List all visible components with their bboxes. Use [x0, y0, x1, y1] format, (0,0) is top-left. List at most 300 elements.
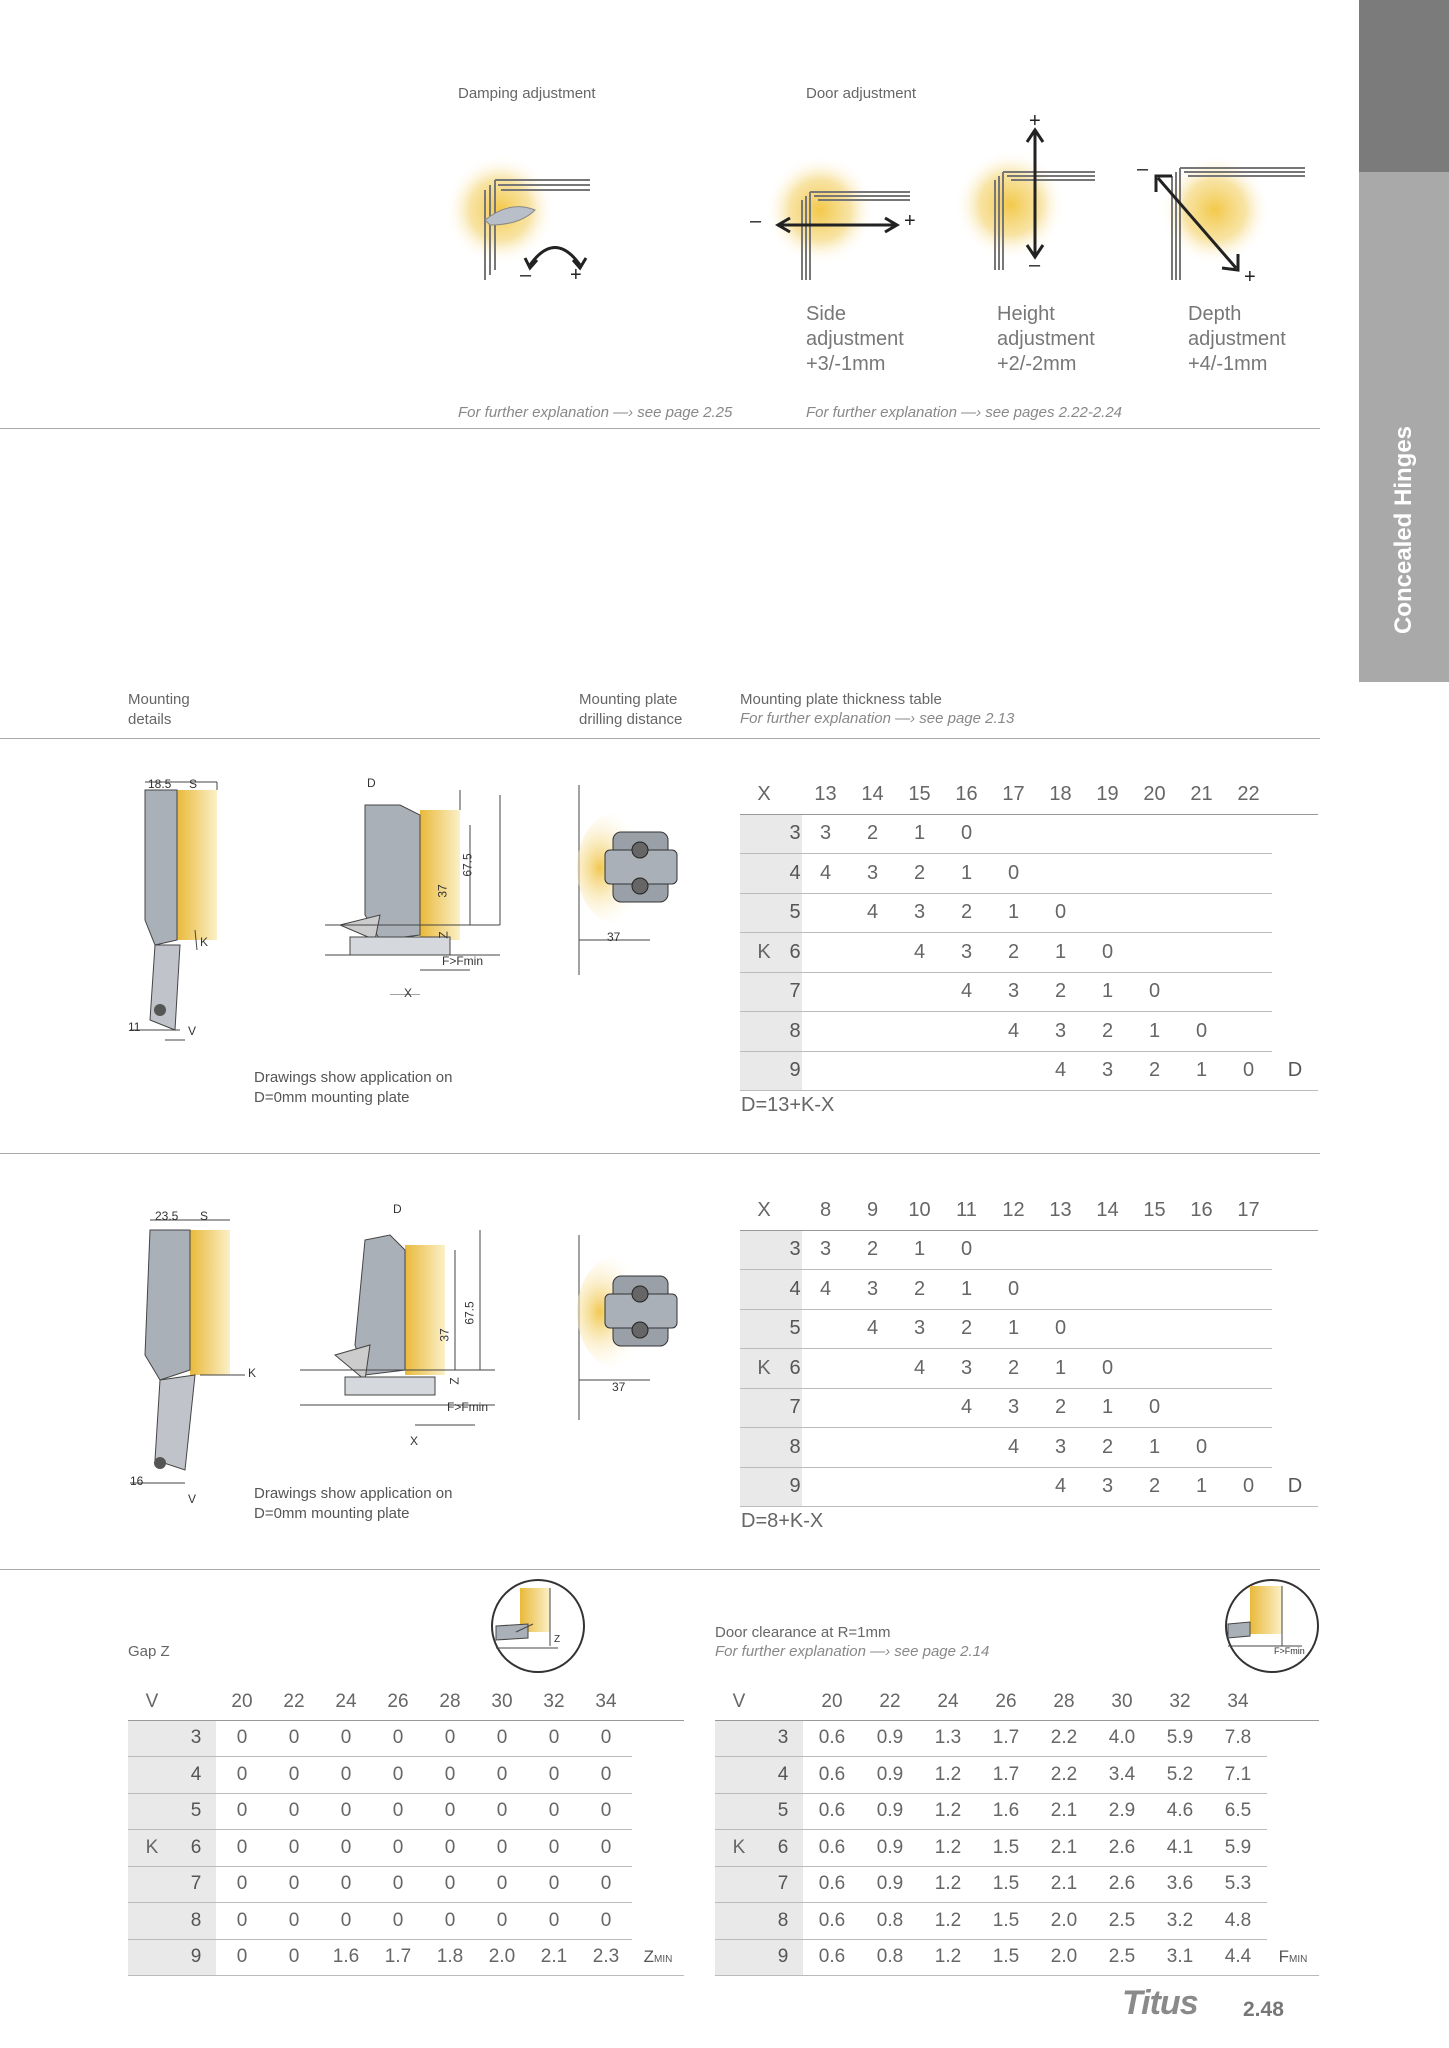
cell: 1	[990, 893, 1037, 933]
dim-v: V	[188, 1492, 197, 1506]
k-label: K	[740, 933, 788, 973]
cell: 0	[268, 1830, 320, 1867]
col-header: 32	[528, 1684, 580, 1720]
col-header: 18	[1037, 775, 1084, 814]
cell: 0	[580, 1793, 632, 1830]
cell: 4.1	[1151, 1830, 1209, 1867]
cell	[1225, 1309, 1272, 1349]
cell: 1.7	[372, 1939, 424, 1976]
cell	[1131, 1309, 1178, 1349]
dim-23-5: 23.5	[155, 1209, 179, 1223]
cell: 4	[1037, 1467, 1084, 1507]
v-label: V	[715, 1684, 763, 1720]
col-header: 16	[943, 775, 990, 814]
cell: 3.6	[1151, 1866, 1209, 1903]
row-k: 8	[763, 1903, 803, 1940]
f-min-label: FMIN	[1267, 1939, 1319, 1976]
cell: 4	[802, 854, 849, 894]
cell	[1131, 893, 1178, 933]
cell: 1.7	[977, 1720, 1035, 1757]
cell: 3	[1037, 1012, 1084, 1052]
cell: 0	[580, 1720, 632, 1757]
col-header: 10	[896, 1191, 943, 1230]
col-header: 8	[802, 1191, 849, 1230]
cell: 2.9	[1093, 1793, 1151, 1830]
row-k: 6	[788, 1349, 802, 1389]
cell: 1	[1084, 972, 1131, 1012]
hinge-side-drawing-1	[125, 770, 235, 1050]
cell	[896, 1467, 943, 1507]
cell	[1084, 893, 1131, 933]
door-adjustment-title: Door adjustment	[806, 85, 917, 102]
row-k: 6	[788, 933, 802, 973]
cell	[1225, 1388, 1272, 1428]
page-number: 2.48	[1243, 1998, 1284, 2021]
cell	[849, 1349, 896, 1389]
cell: 3	[896, 893, 943, 933]
cell	[1084, 1309, 1131, 1349]
cell: 0.6	[803, 1793, 861, 1830]
cell: 4.8	[1209, 1903, 1267, 1940]
cell: 0.9	[861, 1720, 919, 1757]
cell	[802, 933, 849, 973]
cell: 3.2	[1151, 1903, 1209, 1940]
cell: 0	[580, 1866, 632, 1903]
cell: 0	[372, 1757, 424, 1794]
dim-11: 11	[128, 1020, 141, 1034]
cell	[849, 1051, 896, 1091]
cell: 3	[802, 814, 849, 854]
cell: 2.5	[1093, 1939, 1151, 1976]
cell: 2.6	[1093, 1830, 1151, 1867]
row-k: 7	[763, 1866, 803, 1903]
cell: 2.1	[528, 1939, 580, 1976]
dim-s: S	[189, 777, 198, 791]
cell: 0	[216, 1830, 268, 1867]
row-k: 3	[788, 814, 802, 854]
col-header: 22	[861, 1684, 919, 1720]
cell: 7.8	[1209, 1720, 1267, 1757]
cell	[1225, 814, 1272, 854]
cell: 0	[580, 1757, 632, 1794]
col-header: 21	[1178, 775, 1225, 814]
dim-67-5: 67.5	[462, 1301, 477, 1325]
cell: 0	[528, 1866, 580, 1903]
cell: 0	[1131, 972, 1178, 1012]
divider	[0, 1153, 1320, 1154]
cell: 4	[943, 1388, 990, 1428]
cell: 0.9	[861, 1757, 919, 1794]
col-header: 20	[1131, 775, 1178, 814]
divider	[0, 1569, 1320, 1570]
cell: 1	[896, 814, 943, 854]
cell: 0	[476, 1866, 528, 1903]
col-header: 26	[977, 1684, 1035, 1720]
cell: 4.6	[1151, 1793, 1209, 1830]
cell	[1225, 1012, 1272, 1052]
cell	[849, 1428, 896, 1468]
thickness-table-title: Mounting plate thickness table	[740, 691, 942, 708]
cell: 1.5	[977, 1830, 1035, 1867]
mounting-plate-thickness-table-2	[740, 1191, 1318, 1507]
cell: 1.6	[320, 1939, 372, 1976]
cell: 0	[1225, 1467, 1272, 1507]
cell	[1178, 1388, 1225, 1428]
cell	[896, 1388, 943, 1428]
cell: 2	[896, 854, 943, 894]
cell	[1178, 814, 1225, 854]
cell: 2	[1084, 1012, 1131, 1052]
cell: 4	[943, 972, 990, 1012]
cell	[1225, 1428, 1272, 1468]
cell	[1131, 814, 1178, 854]
cell: 0	[990, 1270, 1037, 1310]
row-k: 8	[788, 1012, 802, 1052]
col-header: 11	[943, 1191, 990, 1230]
side-adjustment-illustration	[760, 150, 920, 280]
side-tab-label: Concealed Hinges	[1390, 425, 1417, 635]
plate-drilling-header: Mounting plate drilling distance	[579, 691, 683, 728]
thickness-table-note[interactable]: For further explanation —› see page 2.13	[740, 710, 1015, 727]
cell: 0.6	[803, 1830, 861, 1867]
cell	[1037, 854, 1084, 894]
depth-minus: –	[1137, 158, 1149, 180]
cell: 0.6	[803, 1720, 861, 1757]
cell: 2	[1131, 1467, 1178, 1507]
cell: 1	[943, 854, 990, 894]
cell: 0	[943, 814, 990, 854]
cell: 0	[320, 1903, 372, 1940]
cell: 1	[1084, 1388, 1131, 1428]
divider	[0, 738, 1320, 739]
cell: 3	[943, 933, 990, 973]
cell: 3	[990, 1388, 1037, 1428]
cell	[943, 1467, 990, 1507]
cell	[943, 1428, 990, 1468]
cell: 0	[476, 1830, 528, 1867]
cell: 1.2	[919, 1866, 977, 1903]
formula-1: D=13+K-X	[741, 1094, 835, 1116]
cell: 0	[528, 1720, 580, 1757]
cell: 0	[372, 1830, 424, 1867]
cell: 1	[1131, 1428, 1178, 1468]
cell: 5.2	[1151, 1757, 1209, 1794]
cell: 5.9	[1209, 1830, 1267, 1867]
cell	[896, 1012, 943, 1052]
cell: 3	[849, 1270, 896, 1310]
cell: 4.4	[1209, 1939, 1267, 1976]
cell: 0	[476, 1903, 528, 1940]
depth-adjustment-label: Depth adjustment +4/-1mm	[1188, 303, 1286, 375]
col-header: 16	[1178, 1191, 1225, 1230]
dim-f: F>Fmin	[447, 1400, 489, 1414]
cell	[1037, 1230, 1084, 1270]
cell	[802, 893, 849, 933]
col-header: 13	[802, 775, 849, 814]
cell: 0	[1131, 1388, 1178, 1428]
row-k: 6	[176, 1830, 216, 1867]
cell	[1178, 1230, 1225, 1270]
damping-note[interactable]: For further explanation —› see page 2.25	[458, 404, 733, 421]
cell	[1037, 814, 1084, 854]
drawing-caption-1: Drawings show application on D=0mm mounting plate	[254, 1069, 453, 1106]
cell: 4	[849, 893, 896, 933]
k-label: K	[740, 1349, 788, 1389]
cell: 2	[1037, 972, 1084, 1012]
height-minus: –	[1029, 254, 1041, 276]
cell: 0	[268, 1866, 320, 1903]
cell: 0	[424, 1793, 476, 1830]
cell: 0	[1178, 1428, 1225, 1468]
cell: 0	[1225, 1051, 1272, 1091]
cell: 0	[268, 1939, 320, 1976]
cell: 1.7	[977, 1757, 1035, 1794]
cell: 0	[580, 1903, 632, 1940]
cell: 0	[216, 1903, 268, 1940]
row-k: 9	[788, 1467, 802, 1507]
row-k: 4	[788, 854, 802, 894]
cell	[1037, 1270, 1084, 1310]
cell	[1178, 1309, 1225, 1349]
col-header: 24	[320, 1684, 372, 1720]
cell: 7.1	[1209, 1757, 1267, 1794]
cell	[1225, 1270, 1272, 1310]
height-adjustment-label: Height adjustment +2/-2mm	[997, 303, 1095, 375]
cell: 0.6	[803, 1866, 861, 1903]
cell: 3	[1084, 1051, 1131, 1091]
row-k: 5	[788, 893, 802, 933]
dim-s: S	[200, 1209, 209, 1223]
cell: 2.0	[1035, 1903, 1093, 1940]
cell: 2	[849, 814, 896, 854]
depth-adjustment-illustration	[1140, 150, 1310, 280]
cell: 0	[372, 1903, 424, 1940]
v-label: V	[128, 1684, 176, 1720]
dim-d: D	[393, 1202, 402, 1216]
mounting-plate-drawing-1	[575, 780, 695, 980]
cell	[990, 1230, 1037, 1270]
row-k: 9	[176, 1939, 216, 1976]
cell	[1225, 972, 1272, 1012]
drawing-caption-2: Drawings show application on D=0mm mounting plate	[254, 1485, 453, 1522]
plate-dim-37: 37	[612, 1380, 626, 1394]
dim-x: X	[404, 986, 413, 1000]
cell: 1.5	[977, 1939, 1035, 1976]
cell: 0.9	[861, 1830, 919, 1867]
door-clearance-title: Door clearance at R=1mm	[715, 1624, 891, 1641]
cell: 0	[372, 1720, 424, 1757]
cell: 1.8	[424, 1939, 476, 1976]
cell: 0	[943, 1230, 990, 1270]
dim-d: D	[367, 776, 376, 790]
row-k: 9	[788, 1051, 802, 1091]
cell: 3.1	[1151, 1939, 1209, 1976]
col-header: 34	[1209, 1684, 1267, 1720]
cell	[1225, 1230, 1272, 1270]
row-k: 5	[176, 1793, 216, 1830]
gap-z-icon-label: Z	[554, 1634, 561, 1645]
cell: 1	[943, 1270, 990, 1310]
cell: 0	[268, 1720, 320, 1757]
col-header: 17	[1225, 1191, 1272, 1230]
side-minus: –	[750, 210, 762, 232]
gap-z-title: Gap Z	[128, 1643, 170, 1660]
cell: 1	[896, 1230, 943, 1270]
cell	[802, 1309, 849, 1349]
plate-dim-37: 37	[607, 930, 621, 944]
cell: 0.8	[861, 1903, 919, 1940]
row-k: 9	[763, 1939, 803, 1976]
cell: 6.5	[1209, 1793, 1267, 1830]
cell: 2	[1037, 1388, 1084, 1428]
cell: 0	[476, 1757, 528, 1794]
door-clearance-table	[715, 1684, 1319, 1976]
cell	[849, 972, 896, 1012]
cell	[990, 814, 1037, 854]
cell	[802, 1388, 849, 1428]
cell: 0	[424, 1903, 476, 1940]
dim-18-5: 18.5	[148, 777, 172, 791]
cell	[849, 933, 896, 973]
col-header: 12	[990, 1191, 1037, 1230]
cell: 0	[216, 1757, 268, 1794]
cell: 1	[1131, 1012, 1178, 1052]
cell	[1178, 1270, 1225, 1310]
cell: 4	[990, 1012, 1037, 1052]
col-header: 9	[849, 1191, 896, 1230]
cell: 2.6	[1093, 1866, 1151, 1903]
x-label: X	[740, 1191, 788, 1230]
cell: 3	[990, 972, 1037, 1012]
cell: 1.3	[919, 1720, 977, 1757]
cell: 3.4	[1093, 1757, 1151, 1794]
mounting-details-header: Mounting details	[128, 691, 190, 728]
cell: 0	[216, 1939, 268, 1976]
cell: 0	[216, 1793, 268, 1830]
cell: 4	[802, 1270, 849, 1310]
cell: 3	[943, 1349, 990, 1389]
cell: 0	[1037, 893, 1084, 933]
cell	[1225, 854, 1272, 894]
cell	[1084, 1270, 1131, 1310]
cell: 3	[1037, 1428, 1084, 1468]
cell: 0	[580, 1830, 632, 1867]
dim-x: X	[410, 1434, 419, 1448]
cell: 1	[1178, 1051, 1225, 1091]
cell: 0	[990, 854, 1037, 894]
cell: 0	[528, 1757, 580, 1794]
d-label: D	[1272, 1467, 1318, 1507]
cell: 0	[476, 1793, 528, 1830]
cell: 1	[1178, 1467, 1225, 1507]
cell: 0	[1178, 1012, 1225, 1052]
cell: 2	[1084, 1428, 1131, 1468]
cell	[802, 1051, 849, 1091]
cell: 4.0	[1093, 1720, 1151, 1757]
cell	[1131, 1349, 1178, 1389]
row-k: 7	[788, 1388, 802, 1428]
cell: 0	[320, 1830, 372, 1867]
cell: 2.1	[1035, 1830, 1093, 1867]
dim-37: 37	[437, 1328, 452, 1342]
col-header: 22	[1225, 775, 1272, 814]
k-label: K	[128, 1830, 176, 1867]
cell	[1178, 972, 1225, 1012]
door-clearance-note[interactable]: For further explanation —› see page 2.14	[715, 1643, 990, 1660]
cell: 0	[528, 1830, 580, 1867]
formula-2: D=8+K-X	[741, 1510, 824, 1532]
cell	[802, 1012, 849, 1052]
cell: 1.5	[977, 1903, 1035, 1940]
cell	[990, 1051, 1037, 1091]
cell: 0	[372, 1793, 424, 1830]
cell: 2	[849, 1230, 896, 1270]
cell: 0.9	[861, 1866, 919, 1903]
row-k: 8	[788, 1428, 802, 1468]
cell	[990, 1467, 1037, 1507]
cell	[943, 1012, 990, 1052]
cell: 2	[943, 1309, 990, 1349]
cell: 0.8	[861, 1939, 919, 1976]
cell	[896, 1428, 943, 1468]
col-header: 20	[803, 1684, 861, 1720]
cell	[802, 1467, 849, 1507]
row-k: 5	[763, 1793, 803, 1830]
col-header: 26	[372, 1684, 424, 1720]
cell: 0.9	[861, 1793, 919, 1830]
cell	[943, 1051, 990, 1091]
cell	[849, 1467, 896, 1507]
col-header: 28	[1035, 1684, 1093, 1720]
cell: 1.2	[919, 1939, 977, 1976]
z-min-label: ZMIN	[632, 1939, 684, 1976]
cell: 0	[268, 1757, 320, 1794]
cell	[849, 1012, 896, 1052]
cell: 0	[528, 1793, 580, 1830]
cell: 0	[268, 1793, 320, 1830]
cell: 0	[424, 1757, 476, 1794]
cell: 0	[268, 1903, 320, 1940]
cell	[802, 972, 849, 1012]
divider	[0, 428, 1320, 429]
row-k: 3	[788, 1230, 802, 1270]
col-header: 24	[919, 1684, 977, 1720]
cell: 2.1	[1035, 1866, 1093, 1903]
cell: 2	[943, 893, 990, 933]
cell: 3	[896, 1309, 943, 1349]
side-tab-top	[1359, 0, 1449, 172]
row-k: 4	[763, 1757, 803, 1794]
cell: 0.6	[803, 1939, 861, 1976]
cell: 3	[1084, 1467, 1131, 1507]
row-k: 7	[176, 1866, 216, 1903]
row-k: 4	[788, 1270, 802, 1310]
side-tab-label-box	[1359, 420, 1449, 650]
door-adjustment-note[interactable]: For further explanation —› see pages 2.22-2.24	[806, 404, 1123, 421]
cell: 0.6	[803, 1757, 861, 1794]
cell: 0	[1084, 1349, 1131, 1389]
cell	[1225, 1349, 1272, 1389]
cell: 0	[320, 1793, 372, 1830]
cell: 2	[990, 1349, 1037, 1389]
dim-16: 16	[130, 1474, 144, 1488]
cell	[1131, 1270, 1178, 1310]
cell: 0	[216, 1866, 268, 1903]
hinge-front-drawing-1	[320, 775, 520, 995]
cell: 2	[1131, 1051, 1178, 1091]
cell: 1	[990, 1309, 1037, 1349]
col-header: 34	[580, 1684, 632, 1720]
